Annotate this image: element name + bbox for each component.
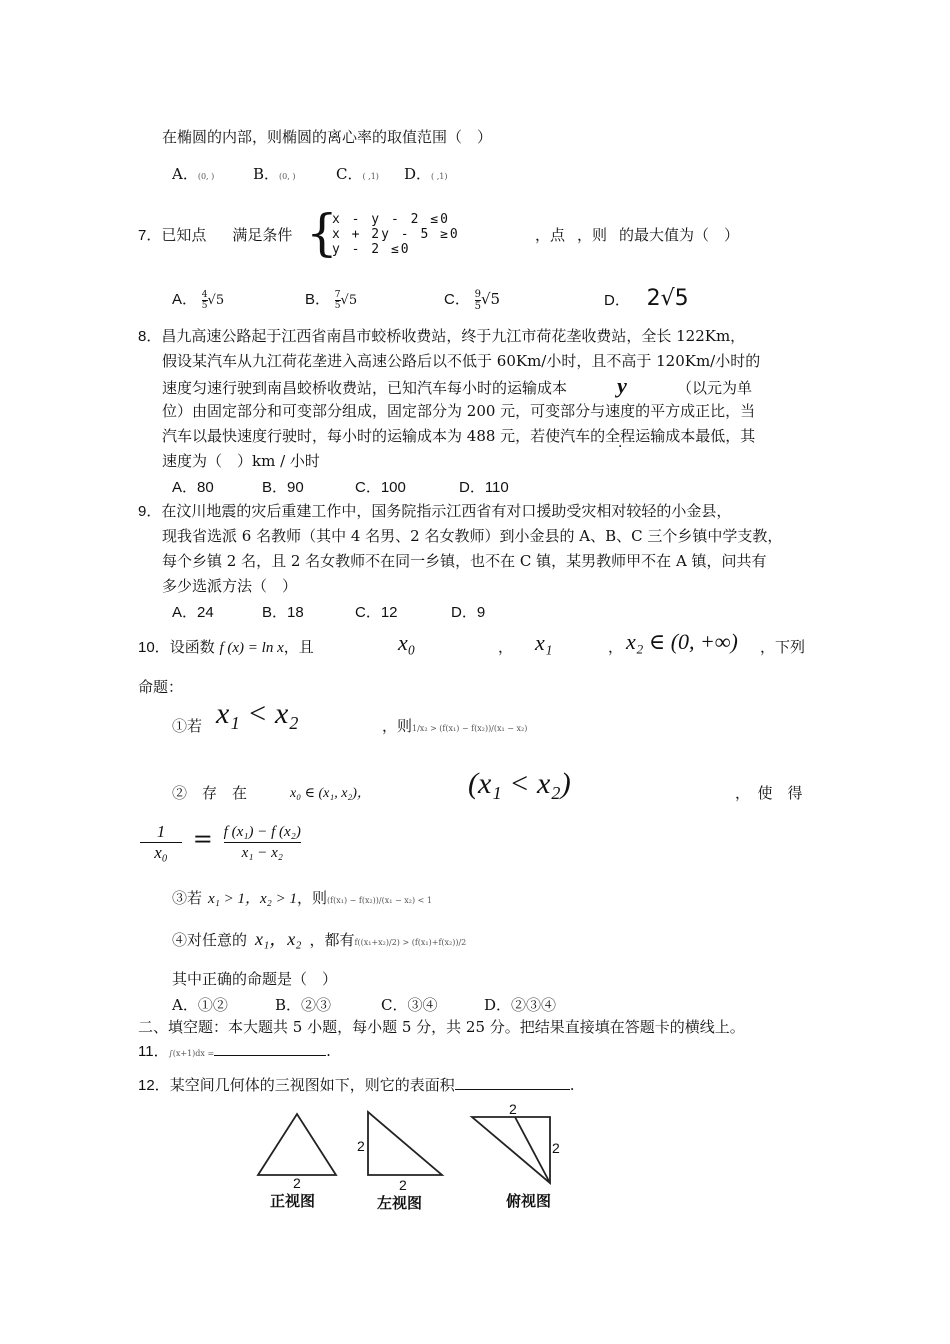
q10-prop-2-equation: $\frac{1}{\text{x₀}}$ = $\frac{\text{f (x₁) − f (x₂)}}{\text{x₁ − x₂}}$: [140, 822, 301, 863]
q8-line-1: [138, 326, 745, 347]
q8-option-d[interactable]: D．110: [459, 479, 509, 496]
q10-prop-2-left: [140, 822, 182, 863]
q10-prop-2-right: [224, 822, 301, 863]
q10-prop-3-a: ③若: [172, 889, 203, 907]
q11-number: 11．: [138, 1043, 169, 1060]
q8-emphasis: 全程: [605, 427, 636, 445]
q10-prop-2-math: x₀ ∈ (x₁, x₂)，: [290, 786, 371, 801]
q10-option-a[interactable]: A．①②: [172, 996, 228, 1014]
q10-text-d: 命题：: [138, 678, 184, 696]
q10-prop-1-b: ，则: [382, 717, 413, 735]
q11-period: .: [326, 1042, 331, 1060]
q8-option-a[interactable]: A．80: [172, 479, 214, 496]
q10-x1: x₁: [535, 630, 553, 655]
q11-answer-blank[interactable]: [214, 1041, 326, 1056]
q10-option-b[interactable]: B．②③: [275, 996, 332, 1014]
q10-number: 10．: [138, 639, 170, 656]
q9-line-1: [138, 501, 731, 522]
section-2-heading: 二、填空题：本大题共 5 小题，每小题 5 分，共 25 分。把结果直接填在答题卡的横线上。: [138, 1018, 745, 1036]
q7-option-c-den: 5: [474, 300, 481, 312]
q10-prop-2-right-den: x₁ − x₂: [241, 845, 283, 861]
q9-option-b[interactable]: B．18: [262, 604, 304, 621]
q7-line: [138, 225, 292, 246]
top-view-inner-line: [515, 1117, 550, 1183]
q10-prop-2-b: ， 使 得: [735, 784, 803, 802]
q7-option-b[interactable]: [305, 288, 357, 311]
q6-option-d-label: D．: [404, 165, 432, 183]
q10-comma: ，: [498, 638, 514, 656]
q7-option-b-root: √5: [340, 293, 358, 308]
q6-stem: 在椭圆的内部，则椭圆的离心率的取值范围（ ）: [162, 128, 493, 146]
q12-period: .: [569, 1076, 575, 1094]
q7-option-b-den: 5: [334, 300, 341, 311]
q10-text-b: ，且: [283, 638, 314, 656]
q8-line-6: 速度为（ ）km / 小时: [162, 452, 320, 470]
q7-option-c-root: √5: [481, 290, 501, 308]
side-view-base-label: 2: [399, 1177, 407, 1193]
q7-option-c[interactable]: [444, 288, 500, 312]
q10-prop-2-a: ② 存 在: [172, 784, 248, 802]
q9-option-a[interactable]: A．24: [172, 604, 214, 621]
front-view-base-label: 2: [293, 1175, 301, 1191]
q7-condition-2: x + 2y - 5 ≥0: [332, 227, 460, 242]
q7-option-a[interactable]: [172, 288, 224, 311]
q8-text-3a: 速度匀速行驶到南昌蛟桥收费站，已知汽车每小时的运输成本: [162, 379, 568, 397]
q7-option-c-label: C．: [444, 291, 470, 308]
front-view-triangle: [258, 1114, 336, 1175]
q9-number: 9．: [138, 503, 162, 520]
top-view-caption: 俯视图: [506, 1192, 552, 1210]
side-view-height-label: 2: [357, 1138, 365, 1154]
q7-option-d-label: D．: [604, 292, 630, 309]
q12-number: 12．: [138, 1077, 170, 1094]
q7-stem-e: 的最大值为（ ）: [619, 226, 740, 244]
q7-number: 7．: [138, 227, 162, 244]
q10-line-1: [138, 637, 314, 658]
q10-prop-1: [172, 716, 202, 736]
q8-option-b[interactable]: B．90: [262, 479, 304, 496]
q8-line-5: [162, 426, 755, 446]
q7-option-a-root: √5: [207, 293, 225, 308]
q10-text-a: 设函数: [169, 638, 215, 656]
q10-prop-3: [172, 888, 432, 911]
q7-option-a-num: 4: [201, 289, 208, 300]
q6-option-d-value: ( ,1): [431, 172, 448, 181]
front-view-caption: 正视图: [270, 1192, 316, 1210]
q8-text-1: 昌九高速公路起于江西省南昌市蛟桥收费站，终于九江市荷花垄收费站，全长 122Km，: [161, 327, 746, 345]
q10-ask: 其中正确的命题是（ ）: [172, 970, 338, 988]
q12-text: 某空间几何体的三视图如下，则它的表面积: [169, 1076, 455, 1094]
q10-prop-2-condition: (x₁ < x₂): [468, 767, 571, 800]
q12-line: [138, 1075, 574, 1096]
q8-line-4: 位）由固定部分和可变部分组成，固定部分为 200 元，可变部分与速度的平方成正比，当: [162, 402, 756, 420]
top-view-top-label: 2: [509, 1101, 517, 1117]
q7-option-c-num: 9: [474, 288, 481, 300]
q8-line-2: 假设某汽车从九江荷花垄进入高速公路后以不低于 60Km/小时，且不高于 120Km/小时的: [162, 352, 761, 370]
q10-prop-1-a: ①若: [172, 717, 203, 735]
q10-prop-4-math: x₁，x₂: [255, 929, 302, 949]
q7-option-b-num: 7: [334, 289, 341, 300]
q11-line: [138, 1041, 331, 1064]
q7-line-tail: [535, 225, 739, 245]
q8-option-c[interactable]: C．100: [355, 479, 406, 496]
q8-y-symbol: y: [617, 373, 627, 398]
q10-function: f (x) = ln x: [219, 640, 284, 656]
q7-condition-3: y - 2 ≤0: [332, 242, 411, 257]
side-view-triangle: [368, 1112, 442, 1175]
side-view-caption: 左视图: [377, 1194, 423, 1212]
q6-option-c[interactable]: [336, 163, 379, 184]
q10-x2-set: x₂ ∈ (0, +∞): [626, 629, 738, 654]
q6-option-b[interactable]: [253, 163, 295, 184]
q8-text-3b: （以元为单: [677, 379, 753, 397]
q7-stem-b: 满足条件: [232, 226, 293, 244]
q10-prop-1-math: x₁ < x₂: [216, 697, 299, 730]
q10-prop-2-left-den: x₀: [154, 843, 168, 862]
q11-expression: ∫(x+1)dx =: [168, 1049, 215, 1058]
q7-option-b-label: B．: [305, 291, 331, 308]
q6-option-c-label: C．: [336, 165, 363, 183]
q6-option-b-value: (0, ): [279, 172, 296, 181]
q10-prop-1-then: [382, 716, 527, 739]
q7-option-a-den: 5: [201, 300, 208, 311]
q12-answer-blank[interactable]: [455, 1075, 570, 1090]
q10-comma-2: ，: [608, 638, 624, 656]
q9-line-2: 现我省选派 6 名教师（其中 4 名男、2 名女教师）到小金县的 A、B、C 三个乡镇中学支教，: [162, 527, 783, 545]
q10-prop-4-a: ④对任意的: [172, 931, 248, 949]
q10-prop-4-formula: f((x₁+x₂)/2) > (f(x₁)+f(x₂))/2: [354, 938, 467, 947]
q10-text-c: ，下列: [760, 638, 806, 656]
q9-line-4: 多少选派方法（ ）: [162, 577, 298, 595]
q9-option-c[interactable]: C．12: [355, 604, 398, 621]
q10-prop-2-right-num: f (x₁) − f (x₂): [223, 824, 301, 840]
q9-option-d[interactable]: D．9: [451, 604, 486, 621]
q8-number: 8．: [138, 328, 162, 345]
top-view-right-label: 2: [552, 1140, 560, 1156]
q7-option-a-label: A．: [172, 291, 198, 308]
q10-prop-3-formula: (f(x₁) − f(x₂))/(x₁ − x₂) < 1: [327, 896, 432, 905]
q8-text-5b: 运输成本最低，其: [635, 427, 756, 445]
q6-option-a-value: (0, ): [197, 172, 215, 181]
q10-option-c[interactable]: C．③④: [381, 996, 438, 1014]
q10-prop-4: [172, 929, 466, 953]
q6-option-d[interactable]: [404, 163, 447, 184]
top-view-triangle: [472, 1117, 550, 1183]
q7-stem-a: 已知点: [161, 226, 207, 244]
q6-option-c-value: ( ,1): [362, 172, 379, 181]
q7-stem-c: ，点: [535, 226, 566, 244]
q6-option-a-label: A．: [172, 165, 198, 183]
q10-prop-4-b: ，都有: [309, 931, 355, 949]
q10-prop-1-formula: 1/x₂ > (f(x₁) − f(x₂))/(x₁ − x₂): [412, 724, 528, 733]
q6-option-a[interactable]: [172, 163, 214, 184]
q9-line-3: 每个乡镇 2 名，且 2 名女教师不在同一乡镇，也不在 C 镇，某男教师甲不在 A 镇，问共有: [162, 552, 767, 570]
q7-stem-d: ，则: [577, 226, 608, 244]
q10-option-d[interactable]: D．②③④: [484, 996, 557, 1014]
q7-condition-1: x - y - 2 ≤0: [332, 212, 450, 227]
q9-text-1: 在汶川地震的灾后重建工作中，国务院指示江西省有对口援助受灾相对较轻的小金县，: [161, 502, 732, 520]
q10-prop-2-left-num: 1: [156, 822, 166, 841]
q8-text-5a: 汽车以最快速度行驶时，每小时的运输成本为 488 元，若使汽车的: [162, 427, 606, 445]
q6-option-b-label: B．: [253, 165, 280, 183]
q10-x0: x₀: [398, 630, 416, 655]
q7-option-d-value: 2√5: [646, 286, 689, 311]
q8-line-3: [162, 373, 753, 398]
q7-brace: {: [306, 204, 338, 262]
q10-prop-3-b: ，则: [297, 889, 328, 907]
q7-option-d[interactable]: [604, 286, 689, 311]
q10-prop-3-math: x₁ > 1，x₂ > 1: [208, 891, 298, 907]
